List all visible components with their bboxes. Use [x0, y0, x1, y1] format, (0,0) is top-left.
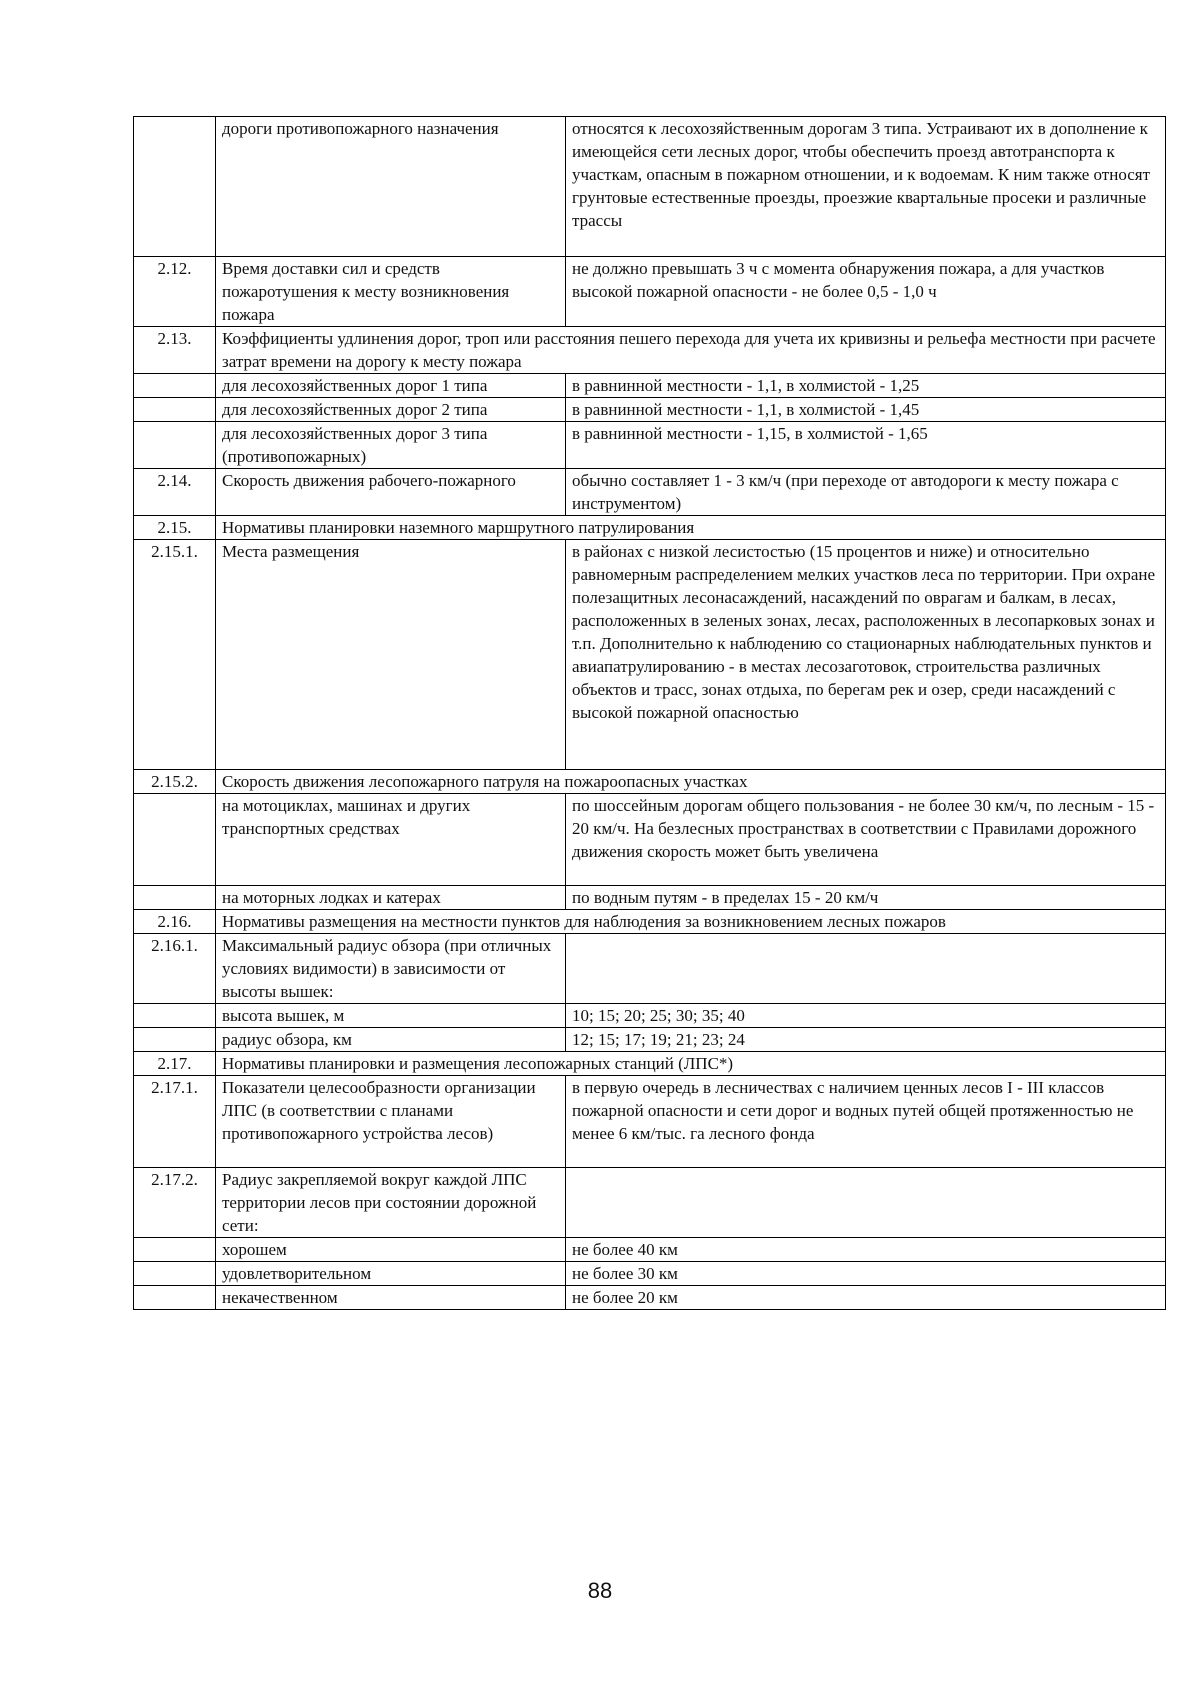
- parameter-name-cell: Максимальный радиус обзора (при отличных условиях видимости) в зависимости от высоты вышек:: [216, 934, 566, 1004]
- item-number-cell: [134, 794, 216, 886]
- norms-table-body: [134, 117, 1166, 1310]
- parameter-value-cell: по водным путям - в пределах 15 - 20 км/ч: [566, 886, 1166, 910]
- parameter-value-cell: по шоссейным дорогам общего пользования - не более 30 км/ч, по лесным - 15 - 20 км/ч. На безлесных пространствах в соответствии с Правилами дорожного движения скорость может быть увеличена: [566, 794, 1166, 886]
- table-row: [134, 1004, 1166, 1028]
- section-heading-cell: Нормативы планировки наземного маршрутного патрулирования: [216, 516, 1166, 540]
- parameter-value-cell: относятся к лесохозяйственным дорогам 3 типа. Устраивают их в дополнение к имеющейся сети лесных дорог, чтобы обеспечить проезд автотранспорта к участкам, опасным в пожарном отношении, и к водоемам. К ним также относят грунтовые естественные проезды, проезжие квартальные просеки и различные трассы: [566, 117, 1166, 257]
- parameter-name-cell: удовлетворительном: [216, 1262, 566, 1286]
- parameter-name-cell: Места размещения: [216, 540, 566, 770]
- table-row: [134, 1262, 1166, 1286]
- item-number-cell: 2.17.: [134, 1052, 216, 1076]
- table-row: [134, 1028, 1166, 1052]
- section-heading-cell: Нормативы планировки и размещения лесопожарных станций (ЛПС*): [216, 1052, 1166, 1076]
- table-row: [134, 374, 1166, 398]
- item-number-cell: [134, 1262, 216, 1286]
- table-row: [134, 257, 1166, 327]
- table-row: [134, 422, 1166, 469]
- item-number-cell: 2.14.: [134, 469, 216, 516]
- parameter-name-cell: некачественном: [216, 1286, 566, 1310]
- parameter-value-cell: [566, 934, 1166, 1004]
- parameter-value-cell: не более 30 км: [566, 1262, 1166, 1286]
- parameter-name-cell: Скорость движения рабочего-пожарного: [216, 469, 566, 516]
- parameter-value-cell: 10; 15; 20; 25; 30; 35; 40: [566, 1004, 1166, 1028]
- section-heading-cell: Коэффициенты удлинения дорог, троп или расстояния пешего перехода для учета их кривизны и рельефа местности при расчете затрат времени на дорогу к месту пожара: [216, 327, 1166, 374]
- parameter-name-cell: для лесохозяйственных дорог 2 типа: [216, 398, 566, 422]
- parameter-name-cell: высота вышек, м: [216, 1004, 566, 1028]
- item-number-cell: [134, 1286, 216, 1310]
- section-heading-cell: Скорость движения лесопожарного патруля на пожароопасных участках: [216, 770, 1166, 794]
- table-section-row: [134, 770, 1166, 794]
- parameter-name-cell: дороги противопожарного назначения: [216, 117, 566, 257]
- table-section-row: [134, 1052, 1166, 1076]
- item-number-cell: [134, 374, 216, 398]
- table-row: [134, 469, 1166, 516]
- table-row: [134, 540, 1166, 770]
- item-number-cell: [134, 886, 216, 910]
- parameter-value-cell: обычно составляет 1 - 3 км/ч (при переходе от автодороги к месту пожара с инструментом): [566, 469, 1166, 516]
- item-number-cell: 2.15.: [134, 516, 216, 540]
- table-section-row: [134, 327, 1166, 374]
- item-number-cell: 2.15.2.: [134, 770, 216, 794]
- parameter-value-cell: [566, 1168, 1166, 1238]
- table-row: [134, 1238, 1166, 1262]
- parameter-name-cell: Время доставки сил и средств пожаротушения к месту возникновения пожара: [216, 257, 566, 327]
- page-number: 88: [587, 1578, 613, 1603]
- item-number-cell: [134, 1238, 216, 1262]
- parameter-name-cell: для лесохозяйственных дорог 1 типа: [216, 374, 566, 398]
- parameter-value-cell: в равнинной местности - 1,15, в холмистой - 1,65: [566, 422, 1166, 469]
- parameter-name-cell: на мотоциклах, машинах и других транспортных средствах: [216, 794, 566, 886]
- item-number-cell: 2.17.2.: [134, 1168, 216, 1238]
- table-row: [134, 117, 1166, 257]
- item-number-cell: [134, 117, 216, 257]
- parameter-value-cell: в равнинной местности - 1,1, в холмистой - 1,25: [566, 374, 1166, 398]
- parameter-name-cell: Показатели целесообразности организации ЛПС (в соответствии с планами противопожарного устройства лесов): [216, 1076, 566, 1168]
- norms-table: [133, 116, 1166, 1310]
- item-number-cell: 2.12.: [134, 257, 216, 327]
- table-row: [134, 794, 1166, 886]
- item-number-cell: [134, 1004, 216, 1028]
- parameter-name-cell: радиус обзора, км: [216, 1028, 566, 1052]
- table-row: [134, 934, 1166, 1004]
- parameter-value-cell: в районах с низкой лесистостью (15 процентов и ниже) и относительно равномерным распределением мелких участков леса по территории. При охране полезащитных лесонасаждений, насаждений по оврагам и балкам, в лесах, расположенных в зеленых зонах, лесах, расположенных в лесопарковых зонах и т.п. Дополнительно к наблюдению со стационарных наблюдательных пунктов и авиапатрулированию - в местах лесозаготовок, строительства различных объектов и трасс, зонах отдыха, по берегам рек и озер, среди насаждений с высокой пожарной опасностью: [566, 540, 1166, 770]
- table-row: [134, 1168, 1166, 1238]
- section-heading-cell: Нормативы размещения на местности пунктов для наблюдения за возникновением лесных пожаров: [216, 910, 1166, 934]
- table-row: [134, 1076, 1166, 1168]
- item-number-cell: [134, 422, 216, 469]
- parameter-name-cell: хорошем: [216, 1238, 566, 1262]
- parameter-value-cell: не более 20 км: [566, 1286, 1166, 1310]
- parameter-value-cell: в равнинной местности - 1,1, в холмистой - 1,45: [566, 398, 1166, 422]
- item-number-cell: 2.15.1.: [134, 540, 216, 770]
- item-number-cell: [134, 398, 216, 422]
- table-row: [134, 1286, 1166, 1310]
- item-number-cell: 2.17.1.: [134, 1076, 216, 1168]
- item-number-cell: 2.16.: [134, 910, 216, 934]
- parameter-value-cell: в первую очередь в лесничествах с наличием ценных лесов I - III классов пожарной опасности и сети дорог и водных путей общей протяженностью не менее 6 км/тыс. га лесного фонда: [566, 1076, 1166, 1168]
- parameter-name-cell: для лесохозяйственных дорог 3 типа (противопожарных): [216, 422, 566, 469]
- parameter-value-cell: не должно превышать 3 ч с момента обнаружения пожара, а для участков высокой пожарной опасности - не более 0,5 - 1,0 ч: [566, 257, 1166, 327]
- item-number-cell: 2.13.: [134, 327, 216, 374]
- item-number-cell: 2.16.1.: [134, 934, 216, 1004]
- table-section-row: [134, 516, 1166, 540]
- table-section-row: [134, 910, 1166, 934]
- table-row: [134, 886, 1166, 910]
- parameter-value-cell: 12; 15; 17; 19; 21; 23; 24: [566, 1028, 1166, 1052]
- table-row: [134, 398, 1166, 422]
- parameter-value-cell: не более 40 км: [566, 1238, 1166, 1262]
- item-number-cell: [134, 1028, 216, 1052]
- parameter-name-cell: на моторных лодках и катерах: [216, 886, 566, 910]
- parameter-name-cell: Радиус закрепляемой вокруг каждой ЛПС территории лесов при состоянии дорожной сети:: [216, 1168, 566, 1238]
